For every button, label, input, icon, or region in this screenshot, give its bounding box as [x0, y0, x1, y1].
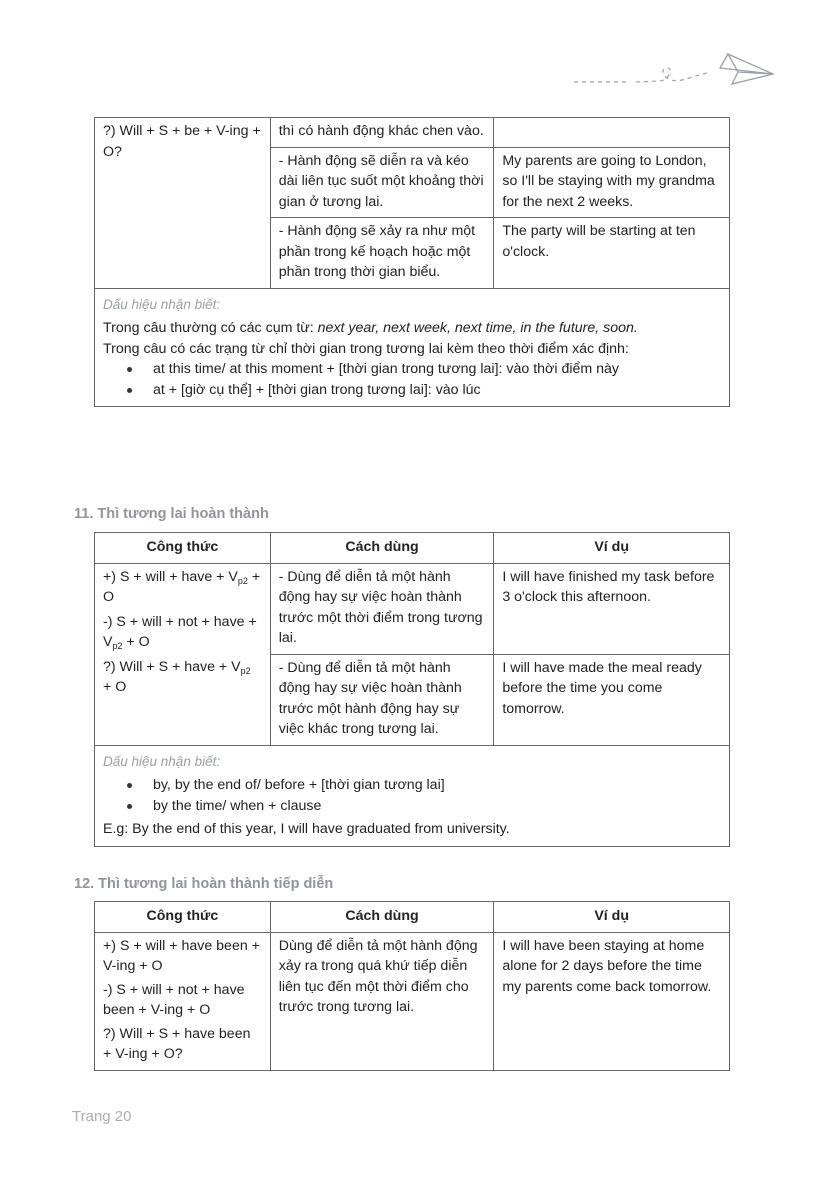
signs-line-prefix: Trong câu thường có các cụm từ: [103, 320, 318, 336]
list-item: at this time/ at this moment + [thời gian trong tương lai]: vào thời điểm này [153, 359, 721, 380]
formula-cell [95, 118, 271, 289]
usage-cell [270, 118, 494, 148]
usage-text: - Dùng để diễn tả một hành động hay sự việc hoàn thành trước một thời điểm trong tương lai. [278, 568, 483, 646]
example-cell [494, 654, 730, 745]
usage-cell [270, 932, 494, 1070]
signs-line: Trong câu có các trạng từ chỉ thời gian trong tương lai kèm theo thời điểm xác định: [103, 340, 629, 357]
signs-row [95, 288, 730, 407]
signs-list [103, 359, 721, 400]
list-item: at + [giờ cụ thể] + [thời gian trong tương lai]: vào lúc [153, 380, 721, 401]
column-header-usage: Cách dùng [270, 533, 494, 564]
example-text: The party will be starting at ten o'clock. [502, 223, 696, 260]
formula-text: + O [103, 568, 261, 605]
formula-negative [103, 612, 262, 653]
subscript: p2 [237, 575, 248, 586]
usage-cell [270, 218, 494, 289]
column-header-formula: Công thức [95, 902, 271, 933]
table-header-row [95, 902, 730, 933]
example-text: My parents are going to London, so I'll be staying with my grandma for the next 2 weeks. [502, 152, 715, 210]
table-row [95, 118, 730, 148]
paper-plane-icon [570, 48, 775, 96]
column-header-formula: Công thức [95, 533, 271, 564]
usage-text: thì có hành động khác chen vào. [278, 123, 484, 139]
column-header-example: Ví dụ [494, 902, 730, 933]
formula-positive: +) S + will + have been + V-ing + O [103, 937, 260, 974]
usage-text: Dùng để diễn tả một hành động xảy ra trong quá khứ tiếp diễn liên tục đến một thời điểm cho trước trong tương lai. [278, 937, 478, 1015]
formula-text: +) S + will + have + V [103, 568, 238, 585]
formula-positive [103, 567, 262, 608]
formula-text: + O [103, 679, 127, 695]
table-header-row [95, 533, 730, 564]
example-sentence: E.g: By the end of this year, I will have graduated from university. [103, 821, 510, 837]
signs-label: Dấu hiệu nhận biết: [103, 753, 221, 769]
table-row [95, 932, 730, 1070]
usage-text: - Hành động sẽ diễn ra và kéo dài liên tục suốt một khoảng thời gian ở tương lai. [278, 152, 484, 210]
usage-cell [270, 147, 494, 218]
formula-text: -) S + will + not + have + V [103, 613, 257, 650]
list-item: by, by the end of/ before + [thời gian tương lai] [153, 775, 721, 796]
formula-negative: -) S + will + not + have been + V-ing + O [103, 981, 245, 1018]
example-text: I will have made the meal ready before the time you come tomorrow. [502, 659, 702, 717]
example-cell [494, 932, 730, 1070]
example-text: I will have finished my task before 3 o'clock this afternoon. [502, 568, 715, 605]
section-heading: 12. Thì tương lai hoàn thành tiếp diễn [74, 876, 334, 892]
example-text: I will have been staying at home alone for 2 days before the time my parents come back tomorrow. [502, 937, 712, 995]
example-cell [494, 563, 730, 654]
example-cell [494, 147, 730, 218]
table-row [95, 563, 730, 654]
subscript: p2 [112, 641, 123, 651]
list-item: by the time/ when + clause [153, 796, 721, 817]
column-header-example: Ví dụ [494, 533, 730, 564]
usage-text: - Dùng để diễn tả một hành động hay sự việc hoàn thành trước một hành động hay sự việc khác trong tương lai. [278, 659, 462, 737]
formula-cell [95, 932, 271, 1070]
subscript: p2 [240, 665, 251, 676]
signs-line [103, 318, 721, 339]
table-future-continuous [94, 117, 730, 407]
table-future-perfect-continuous [94, 901, 730, 1071]
formula-text: ?) Will + S + have + V [103, 658, 241, 675]
formula-text: + O [122, 634, 150, 650]
example-cell [494, 118, 730, 148]
signs-cell [95, 745, 730, 846]
formula-question [103, 657, 262, 698]
page-number: Trang 20 [72, 1108, 132, 1125]
signs-row [95, 745, 730, 846]
formula-question: ?) Will + S + have been + V-ing + O? [103, 1025, 251, 1062]
usage-text: - Hành động sẽ xảy ra như một phần trong kế hoạch hoặc một phần trong thời gian biểu. [278, 223, 476, 280]
signs-label: Dấu hiệu nhận biết: [103, 296, 221, 312]
example-cell [494, 218, 730, 289]
formula-text: ?) Will + S + be + V-ing + O? [103, 123, 261, 160]
section-heading: 11. Thì tương lai hoàn thành [74, 506, 269, 522]
signs-phrases: next year, next week, next time, in the future, soon. [317, 320, 638, 336]
column-header-usage: Cách dùng [270, 902, 494, 933]
formula-cell [95, 563, 271, 745]
signs-list [103, 775, 721, 816]
usage-cell [270, 563, 494, 654]
usage-cell [270, 654, 494, 745]
signs-cell [95, 288, 730, 407]
table-future-perfect [94, 532, 730, 847]
